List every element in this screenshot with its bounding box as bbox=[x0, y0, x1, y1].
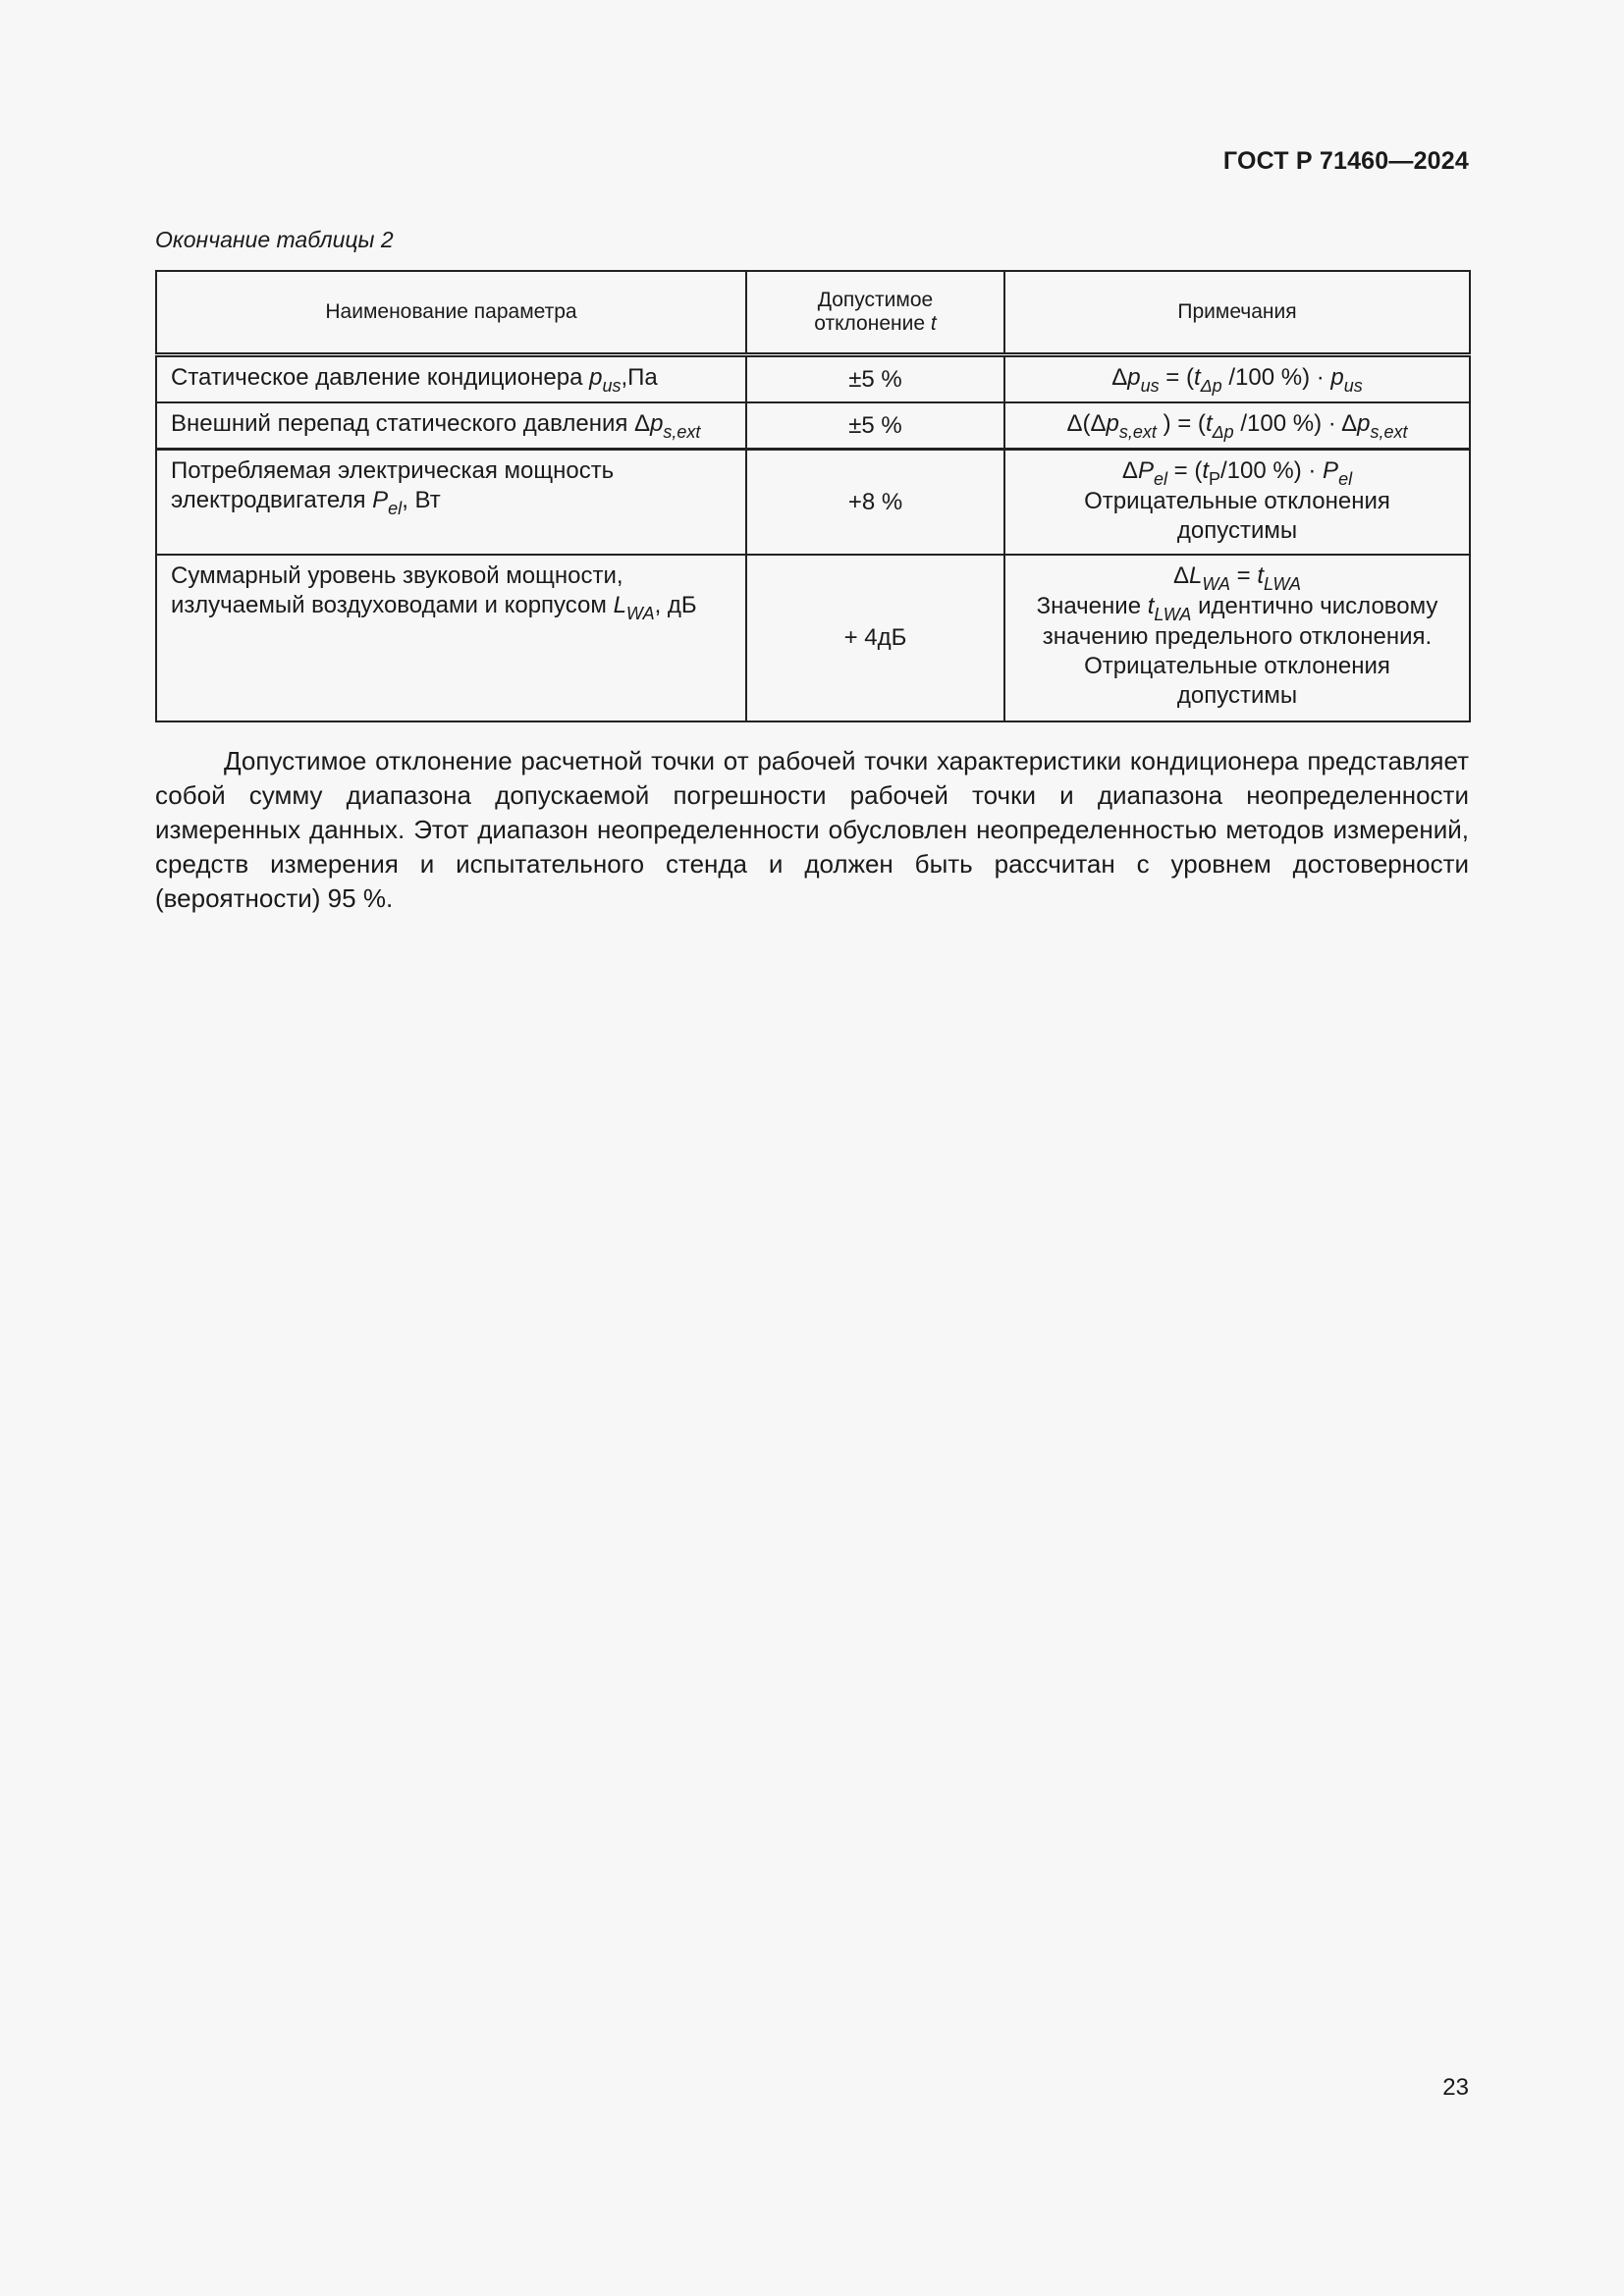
deviation-cell: +8 % bbox=[746, 450, 1004, 556]
table-caption: Окончание таблицы 2 bbox=[155, 227, 394, 252]
deviation-cell: + 4дБ bbox=[746, 555, 1004, 721]
param-cell bbox=[156, 555, 746, 721]
table-row bbox=[156, 402, 1470, 450]
notes-symbol: p bbox=[1106, 410, 1119, 437]
notes-subscript: Δp bbox=[1212, 422, 1234, 442]
notes-symbol: P bbox=[1323, 457, 1339, 484]
table-row bbox=[156, 555, 1470, 721]
notes-cell bbox=[1004, 450, 1470, 556]
notes-text: Δ bbox=[1121, 457, 1138, 484]
header-deviation-symbol: t bbox=[930, 312, 937, 335]
table-row bbox=[156, 450, 1470, 556]
table-row bbox=[156, 355, 1470, 403]
notes-symbol: P bbox=[1137, 457, 1154, 484]
notes-text: Значение bbox=[1036, 593, 1148, 619]
notes-subscript: s,ext bbox=[1118, 422, 1157, 442]
notes-formula bbox=[1013, 456, 1461, 487]
page-number: 23 bbox=[1442, 2074, 1469, 2101]
header-deviation-line1: Допустимое bbox=[817, 289, 934, 311]
notes-text: /100 %) · Δ bbox=[1233, 410, 1358, 437]
param-subscript: el bbox=[388, 499, 403, 518]
notes-subscript: us bbox=[1140, 376, 1160, 396]
notes-text: = ( bbox=[1159, 364, 1194, 391]
notes-text: идентично числовому bbox=[1191, 593, 1438, 619]
header-notes: Примечания bbox=[1004, 271, 1470, 355]
param-text: излучаемый воздуховодами и корпусом bbox=[171, 592, 614, 618]
header-deviation bbox=[746, 271, 1004, 355]
param-unit: Па bbox=[627, 364, 658, 391]
notes-text: = ( bbox=[1166, 457, 1203, 484]
notes-symbol: t bbox=[1202, 457, 1209, 484]
param-cell bbox=[156, 355, 746, 403]
notes-symbol: p bbox=[1330, 364, 1344, 391]
notes-text: Отрицательные отклонения bbox=[1084, 653, 1390, 679]
notes-symbol: t bbox=[1147, 593, 1155, 619]
param-text: Суммарный уровень звуковой мощности, bbox=[171, 562, 623, 589]
notes-text: значению предельного отклонения. bbox=[1042, 623, 1433, 650]
notes-text: /100 %) · bbox=[1221, 364, 1331, 391]
notes-subscript: Δp bbox=[1200, 376, 1222, 396]
document-number: ГОСТ Р 71460—2024 bbox=[1222, 147, 1469, 175]
param-unit: , дБ bbox=[654, 592, 697, 618]
notes-text: допустимы bbox=[1176, 682, 1298, 709]
header-parameter-name: Наименование параметра bbox=[156, 271, 746, 355]
notes-subscript: us bbox=[1343, 376, 1363, 396]
notes-symbol: p bbox=[1127, 364, 1141, 391]
header-deviation-line2: отклонение bbox=[814, 312, 926, 335]
param-symbol: p bbox=[650, 410, 664, 437]
param-cell bbox=[156, 450, 746, 556]
param-subscript: WA bbox=[625, 604, 655, 623]
notes-text: Δ bbox=[1172, 562, 1189, 589]
notes-subscript: s,ext bbox=[1370, 422, 1408, 442]
param-symbol: L bbox=[613, 592, 626, 618]
notes-text: = bbox=[1230, 562, 1258, 589]
notes-text: /100 %) · bbox=[1220, 457, 1324, 484]
notes-formula bbox=[1013, 561, 1461, 592]
table-header-row bbox=[156, 271, 1470, 355]
param-subscript: s,ext bbox=[663, 422, 701, 442]
paragraph-text: Допустимое отклонение расчетной точки от рабочей точки характеристики кондиционера представляет собой сумму диапазона допускаемой погрешности рабочей точки и диапазона неопределенности измеренных данных. Этот диапазон неопределенности обусловлен неопределенностью методов измерений, средств измерения и испытательного стенда и должен быть рассчитан с уровнем достоверности (вероятности) 95 %. bbox=[155, 746, 1469, 913]
notes-subscript: el bbox=[1338, 469, 1353, 489]
param-text: , bbox=[621, 364, 628, 391]
notes-subscript: el bbox=[1153, 469, 1167, 489]
notes-text: Δ(Δ bbox=[1066, 410, 1107, 437]
param-unit: , Вт bbox=[402, 487, 441, 513]
notes-subscript: WA bbox=[1202, 574, 1230, 594]
deviation-cell: ±5 % bbox=[746, 402, 1004, 450]
notes-subscript: P bbox=[1208, 469, 1220, 489]
param-cell bbox=[156, 402, 746, 450]
param-text: Статическое давление кондиционера bbox=[171, 364, 590, 391]
deviation-cell: ±5 % bbox=[746, 355, 1004, 403]
notes-cell bbox=[1004, 402, 1470, 450]
param-symbol: P bbox=[372, 487, 389, 513]
notes-text: ) = ( bbox=[1156, 410, 1206, 437]
notes-text: Отрицательные отклонения bbox=[1084, 488, 1390, 514]
param-text: электродвигателя bbox=[171, 487, 373, 513]
notes-text: Δ bbox=[1111, 364, 1128, 391]
notes-text: допустимы bbox=[1176, 517, 1298, 544]
notes-symbol: t bbox=[1193, 364, 1201, 391]
param-symbol: p bbox=[589, 364, 603, 391]
notes-symbol: t bbox=[1257, 562, 1265, 589]
notes-symbol: L bbox=[1188, 562, 1203, 589]
param-text: Потребляемая электрическая мощность bbox=[171, 457, 615, 484]
notes-symbol: t bbox=[1205, 410, 1213, 437]
body-paragraph bbox=[155, 744, 1469, 916]
notes-subscript: LWA bbox=[1154, 605, 1192, 624]
param-text: Внешний перепад статического давления Δ bbox=[171, 410, 651, 437]
param-subscript: us bbox=[602, 376, 622, 396]
notes-line bbox=[1013, 592, 1461, 622]
notes-cell bbox=[1004, 555, 1470, 721]
notes-symbol: p bbox=[1357, 410, 1371, 437]
parameters-table bbox=[155, 270, 1471, 722]
notes-subscript: LWA bbox=[1264, 574, 1302, 594]
notes-cell bbox=[1004, 355, 1470, 403]
